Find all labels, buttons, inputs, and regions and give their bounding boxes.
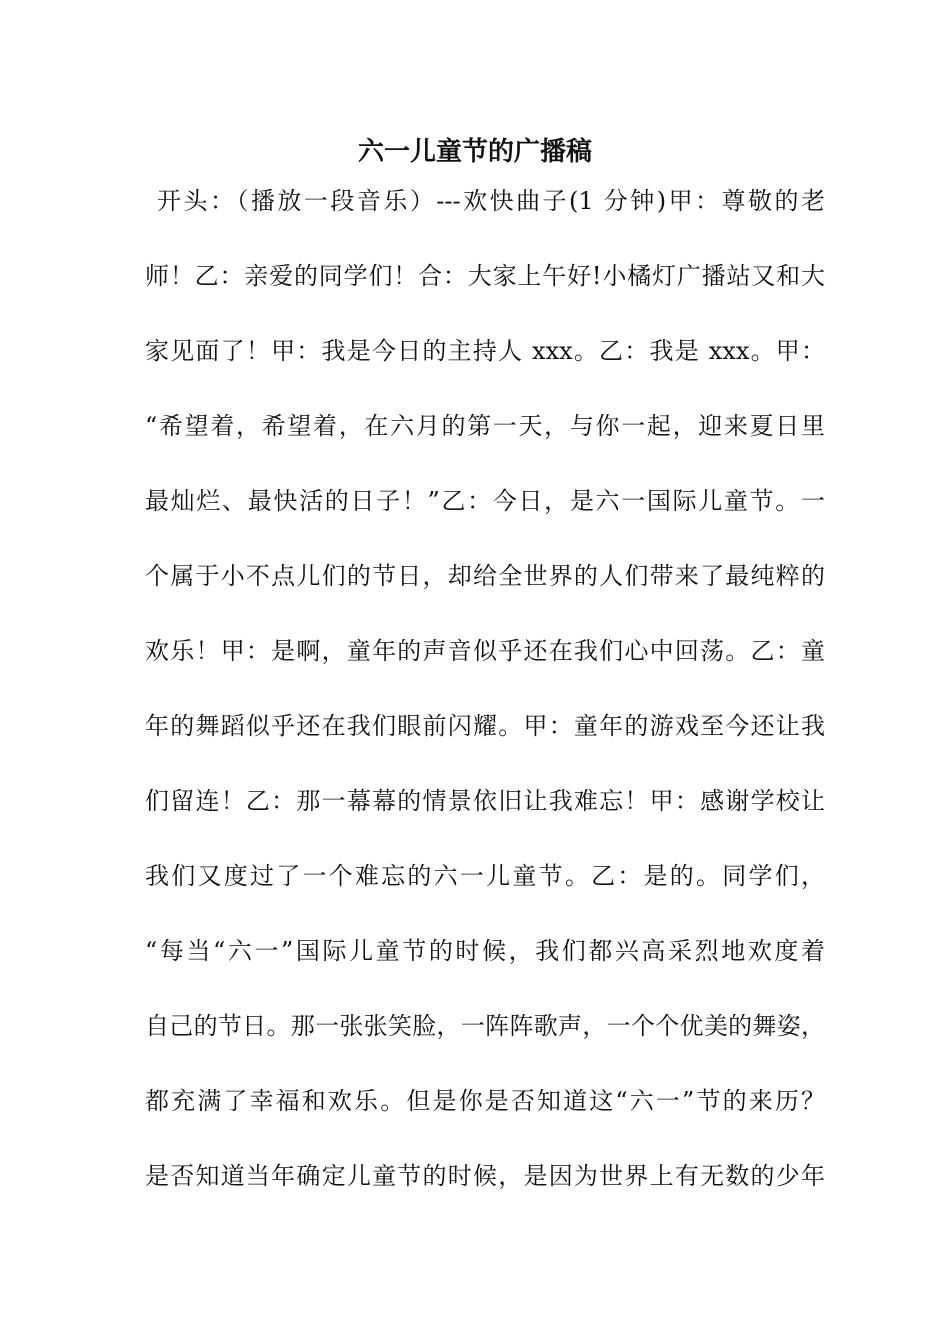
body-line-8: 年的舞蹈似乎还在我们眼前闪耀。甲：童年的游戏至今还让我 <box>145 712 825 740</box>
body-line-4: “希望着，希望着，在六月的第一天，与你一起，迎来夏日里 <box>145 412 825 440</box>
body-line-14: 是否知道当年确定儿童节的时候，是因为世界上有无数的少年 <box>145 1162 825 1190</box>
body-line-11: “每当“六一”国际儿童节的时候，我们都兴高采烈地欢度着 <box>145 937 825 965</box>
body-line-13: 都充满了幸福和欢乐。但是你是否知道这“六一”节的来历？ <box>145 1087 825 1115</box>
body-line-1: 开头：（播放一段音乐）---欢快曲子(1 分钟)甲：尊敬的老 <box>157 187 825 215</box>
body-line-12: 自己的节日。那一张张笑脸，一阵阵歌声，一个个优美的舞姿， <box>145 1012 825 1040</box>
document-title: 六一儿童节的广播稿 <box>357 137 592 167</box>
body-line-10: 我们又度过了一个难忘的六一儿童节。乙：是的。同学们， <box>145 862 825 890</box>
body-line-5: 最灿烂、最快活的日子！”乙：今日，是六一国际儿童节。一 <box>145 487 825 515</box>
body-line-3: 家见面了！甲：我是今日的主持人 xxx。乙：我是 xxx。甲： <box>145 337 825 365</box>
body-line-9: 们留连！乙：那一幕幕的情景依旧让我难忘！甲：感谢学校让 <box>145 787 825 815</box>
body-line-6: 个属于小不点儿们的节日，却给全世界的人们带来了最纯粹的 <box>145 562 825 590</box>
body-line-2: 师！乙：亲爱的同学们！合：大家上午好!小橘灯广播站又和大 <box>145 262 825 290</box>
document-body <box>145 180 825 1230</box>
body-line-7: 欢乐！甲：是啊，童年的声音似乎还在我们心中回荡。乙：童 <box>145 637 825 665</box>
